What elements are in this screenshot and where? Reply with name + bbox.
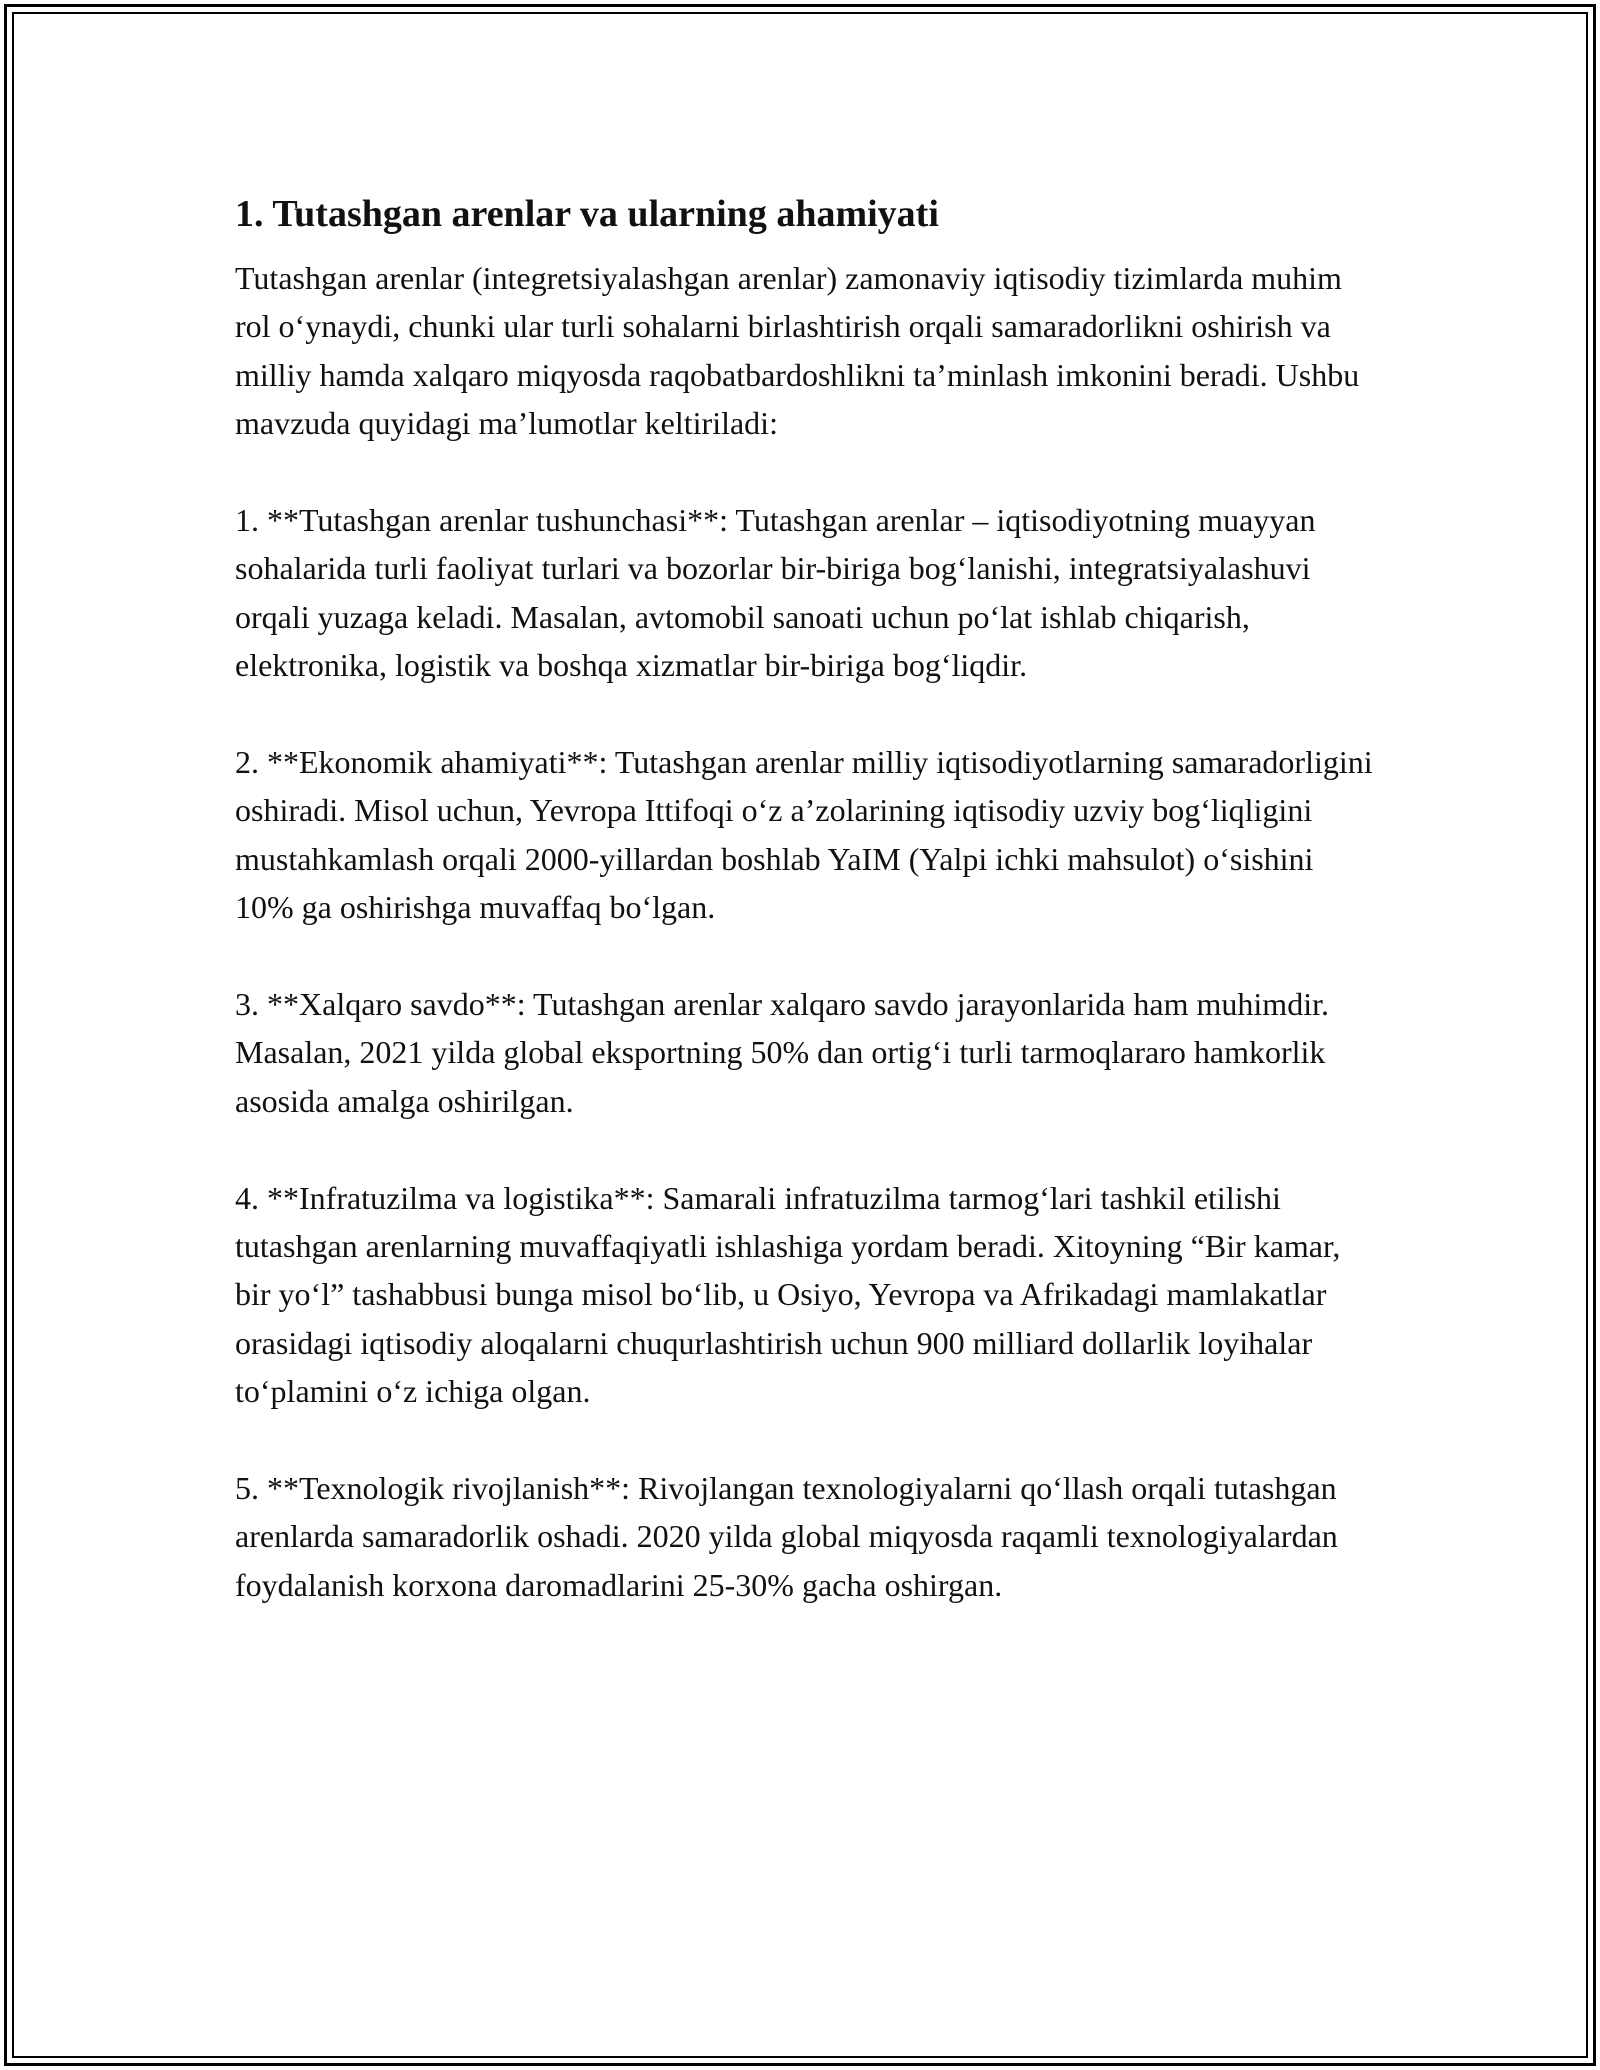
list-item: 5. **Texnologik rivojlanish**: Rivojlangan texnologiyalarni qo‘llash orqali tutashgan arenlarda samaradorlik oshadi. 2020 yilda global miqyosda raqamli texnologiyalardan foydalanish korxona daromadlarini 25-30% gacha oshirgan. xyxy=(235,1470,1338,1603)
list-item: 3. **Xalqaro savdo**: Tutashgan arenlar xalqaro savdo jarayonlarida ham muhimdir. Masalan, 2021 yilda global eksportning 50% dan ortig‘i turli tarmoqlararo hamkorlik asosida amalga oshirilgan. xyxy=(235,986,1329,1119)
list-item: 4. **Infratuzilma va logistika**: Samarali infratuzilma tarmog‘lari tashkil etilishi tutashgan arenlarning muvaffaqiyatli ishlashiga yordam beradi. Xitoyning “Bir kamar, bir yo‘l” tashabbusi bunga misol bo‘lib, u Osiyo, Yevropa va Afrikadagi mamlakatlar orasidagi iqtisodiy aloqalarni chuqurlashtirish uchun 900 milliard dollarlik loyihalar to‘plamini o‘z ichiga olgan. xyxy=(235,1179,1341,1410)
list-item: 2. **Ekonomik ahamiyati**: Tutashgan arenlar milliy iqtisodiyotlarning samaradorligini oshiradi. Misol uchun, Yevropa Ittifoqi o‘z a’zolarining iqtisodiy uzviy bog‘liqligini mustahkamlash orqali 2000-yillardan boshlab YaIM (Yalpi ichki mahsulot) o‘sishini 10% ga oshirishga muvaffaq bo‘lgan. xyxy=(235,744,1373,926)
intro-paragraph: Tutashgan arenlar (integretsiyalashgan arenlar) zamonaviy iqtisodiy tizimlarda muhim rol o‘ynaydi, chunki ular turli sohalarni birlashtirish orqali samaradorlikni oshirish va milliy hamda xalqaro miqyosda raqobatbardoshlikni ta’minlash imkonini beradi. Ushbu mavzuda quyidagi ma’lumotlar keltiriladi: xyxy=(235,260,1360,442)
list-item: 1. **Tutashgan arenlar tushunchasi**: Tutashgan arenlar – iqtisodiyotning muayyan sohalarida turli faoliyat turlari va bozorlar bir-biriga bog‘lanishi, integratsiyalashuvi orqali yuzaga keladi. Masalan, avtomobil sanoati uchun po‘lat ishlab chiqarish, elektronika, logistik va boshqa xizmatlar bir-biriga bog‘liqdir. xyxy=(235,502,1316,684)
section-heading: 1. Tutashgan arenlar va ularning ahamiyati xyxy=(235,193,939,235)
document-body xyxy=(235,184,1375,1609)
